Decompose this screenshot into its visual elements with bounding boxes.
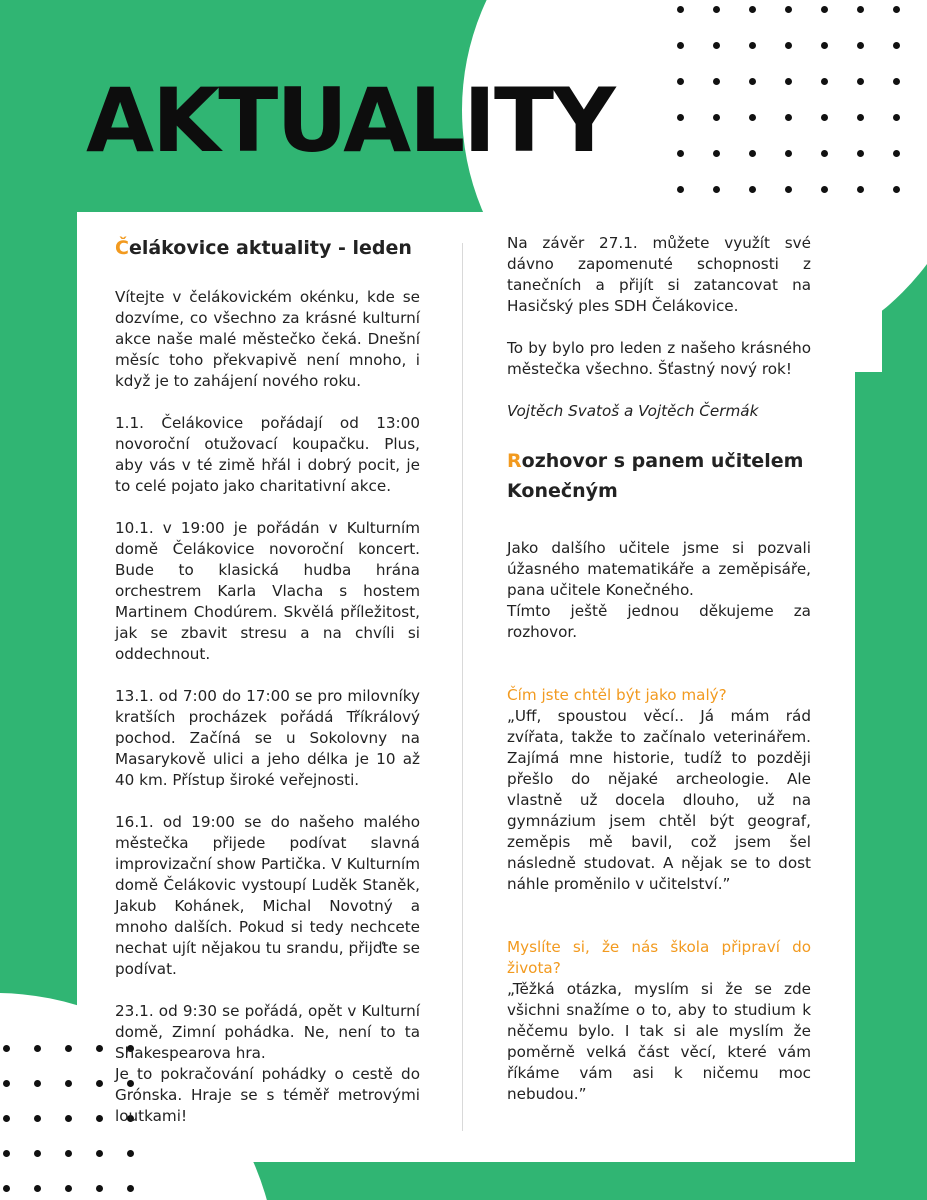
- right-column: [507, 233, 811, 1105]
- intro-paragraph: Vítejte v čelákovickém okénku, kde se dozvíme, co všechno za krásné kulturní akce naše malé městečko čeká. Dnešní měsíc toho překvapivě není mnoho, i když je to zahájení nového roku.: [115, 288, 420, 390]
- interview-answer-1: „Uff, spoustou věcí.. Já mám rád zvířata, takže to začínalo veterinářem. Zajímá mne historie, tudíž to později přešlo do nějaké archeologie. Ale vlastně už docela dlouho, už na gymnázium jsem chtěl být geograf, zeměpis mě bavil, což jsem šel následně studovat. A nějak se to dost náhle proměnilo v učitelství.”: [507, 707, 811, 893]
- left-column: [115, 233, 420, 1127]
- spacer: [507, 664, 811, 685]
- article-heading-celakovice: [115, 233, 420, 263]
- author-signature: Vojtěch Svatoš a Vojtěch Čermák: [507, 402, 759, 420]
- interview-heading-initial: R: [507, 450, 522, 472]
- interview-question-2: Myslíte si, že nás škola připraví do života?: [507, 938, 811, 977]
- closing-paragraph: To by bylo pro leden z našeho krásného městečka všechno. Šťastný nový rok!: [507, 339, 811, 378]
- interview-question-1: Čím jste chtěl být jako malý?: [507, 686, 727, 704]
- column-divider: [462, 243, 463, 1131]
- event-paragraph-10-1: 10.1. v 19:00 je pořádán v Kulturním domě Čelákovice novoroční koncert. Bude to klasická hudba hrána orchestrem Karla Vlacha s hostem Martinem Chodúrem. Skvělá příležitost, jak se zbavit stresu a na chvíli si oddechnout.: [115, 519, 420, 663]
- event-paragraph-16-1: 16.1. od 19:00 se do našeho malého městečka přijede podívat slavná improvizační show Partička. V Kulturním domě Čelákovic vystoupí Luděk Staněk, Jakub Kohánek, Michal Novotný a mnoho dalších. Pokud si tedy nechcete nechat ujít nějakou tu srandu, přijďte se podívat.: [115, 813, 420, 978]
- event-paragraph-13-1: 13.1. od 7:00 do 17:00 se pro milovníky kratších procházek pořádá Tříkrálový pochod. Začíná se u Sokolovny na Masarykově ulici a jeho délka je 10 až 40 km. Přístup široké veřejnosti.: [115, 687, 420, 789]
- article-heading-interview: [507, 446, 811, 506]
- closing-event-paragraph: Na závěr 27.1. můžete využít své dávno zapomenuté schopnosti z tanečních a přijít si zatancovat na Hasičský ples SDH Čelákovice.: [507, 234, 811, 315]
- event-paragraph-23-1: 23.1. od 9:30 se pořádá, opět v Kulturní domě, Zimní pohádka. Ne, není to ta Shakespearova hra.: [115, 1002, 420, 1062]
- interview-answer-2: „Těžká otázka, myslím si že se zde všichni snažíme o to, aby to studium k něčemu bylo. I tak si ale myslím že poměrně velká část věcí, které vám říkáme vám asi k ničemu moc nebudou.”: [507, 980, 811, 1103]
- event-paragraph-23-1-continued: Je to pokračování pohádky o cestě do Grónska. Hraje se s téměř metrovými loutkami!: [115, 1065, 420, 1125]
- heading-initial: Č: [115, 237, 129, 259]
- interview-heading-text: ozhovor s panem učitelem Konečným: [507, 450, 804, 502]
- event-paragraph-1-1: 1.1. Čelákovice pořádají od 13:00 novoroční otužovací koupačku. Plus, aby vás v té zimě hřál i dobrý pocit, je to celé pojato jako charitativní akce.: [115, 414, 420, 495]
- page-title: AKTUALITY: [86, 69, 614, 172]
- heading-text: elákovice aktuality - leden: [128, 237, 412, 259]
- dot-pattern-top: [677, 6, 900, 193]
- spacer: [507, 916, 811, 937]
- interview-thanks: Tímto ještě jednou děkujeme za rozhovor.: [507, 602, 811, 641]
- interview-intro: Jako dalšího učitele jsme si pozvali úžasného matematikáře a zeměpisáře, pana učitele Konečného.: [507, 539, 811, 599]
